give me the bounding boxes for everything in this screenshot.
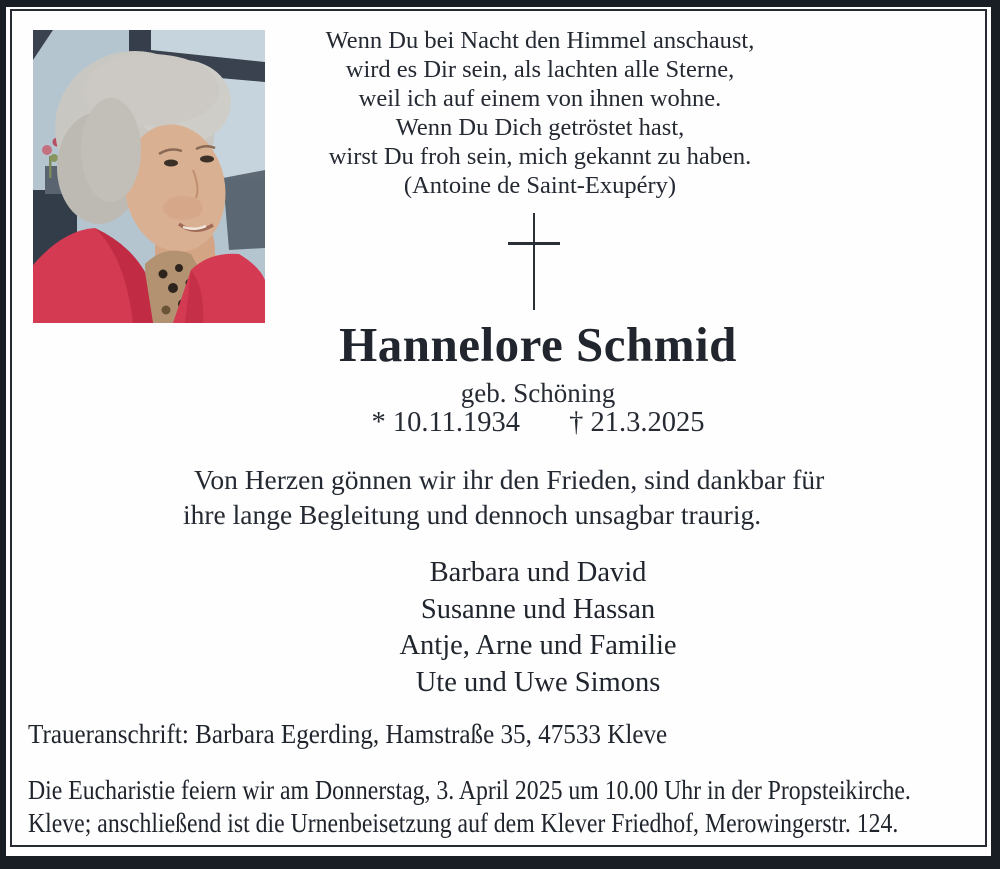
memorial-poem bbox=[270, 26, 810, 200]
cross-icon bbox=[508, 213, 560, 310]
tribute-line: Von Herzen gönnen wir ihr den Frieden, sind dankbar für bbox=[194, 464, 825, 495]
frame-left-bar bbox=[0, 0, 6, 869]
poem-line: weil ich auf einem von ihnen wohne. bbox=[358, 85, 722, 112]
mourners-list bbox=[76, 555, 1000, 701]
poem-line: wirst Du froh sein, mich gekannt zu haben. bbox=[328, 143, 752, 170]
poem-line: wird es Dir sein, als lachten alle Sterne, bbox=[345, 56, 735, 83]
service-line: Die Eucharistie feiern wir am Donnerstag, 3. April 2025 um 10.00 Uhr in der Propsteikirche. bbox=[28, 775, 911, 805]
service-info bbox=[28, 774, 1000, 839]
service-line: Kleve; anschließend ist die Urnenbeisetzung auf dem Klever Friedhof, Merowingerstr. 124. bbox=[28, 807, 899, 838]
cross-vertical-line bbox=[533, 213, 536, 310]
maiden-name: geb. Schöning bbox=[460, 378, 616, 408]
mourning-address: Traueranschrift: Barbara Egerding, Hamstraße 35, 47533 Kleve bbox=[28, 719, 668, 749]
portrait-photo bbox=[33, 30, 265, 323]
poem-attribution: (Antoine de Saint-Exupéry) bbox=[403, 172, 677, 199]
frame-bottom-bar bbox=[0, 856, 1000, 869]
life-dates bbox=[76, 407, 1000, 439]
mourner-line: Antje, Arne und Familie bbox=[399, 630, 677, 661]
frame-top-bar bbox=[0, 0, 1000, 7]
deceased-name: Hannelore Schmid bbox=[339, 317, 737, 372]
poem-line: Wenn Du bei Nacht den Himmel anschaust, bbox=[325, 27, 755, 54]
mourner-line: Susanne und Hassan bbox=[420, 593, 656, 625]
mourner-line: Barbara und David bbox=[429, 557, 647, 588]
cross-horizontal-line bbox=[508, 242, 560, 245]
death-date: † 21.3.2025 bbox=[569, 407, 705, 438]
portrait-photo-image bbox=[33, 30, 265, 323]
poem-line: Wenn Du Dich getröstet hast, bbox=[395, 114, 685, 141]
tribute-text bbox=[183, 462, 824, 532]
tribute-line: ihre lange Begleitung und dennoch unsagbar traurig. bbox=[183, 499, 762, 530]
mourner-line: Ute und Uwe Simons bbox=[415, 666, 661, 698]
birth-date: * 10.11.1934 bbox=[371, 407, 521, 438]
